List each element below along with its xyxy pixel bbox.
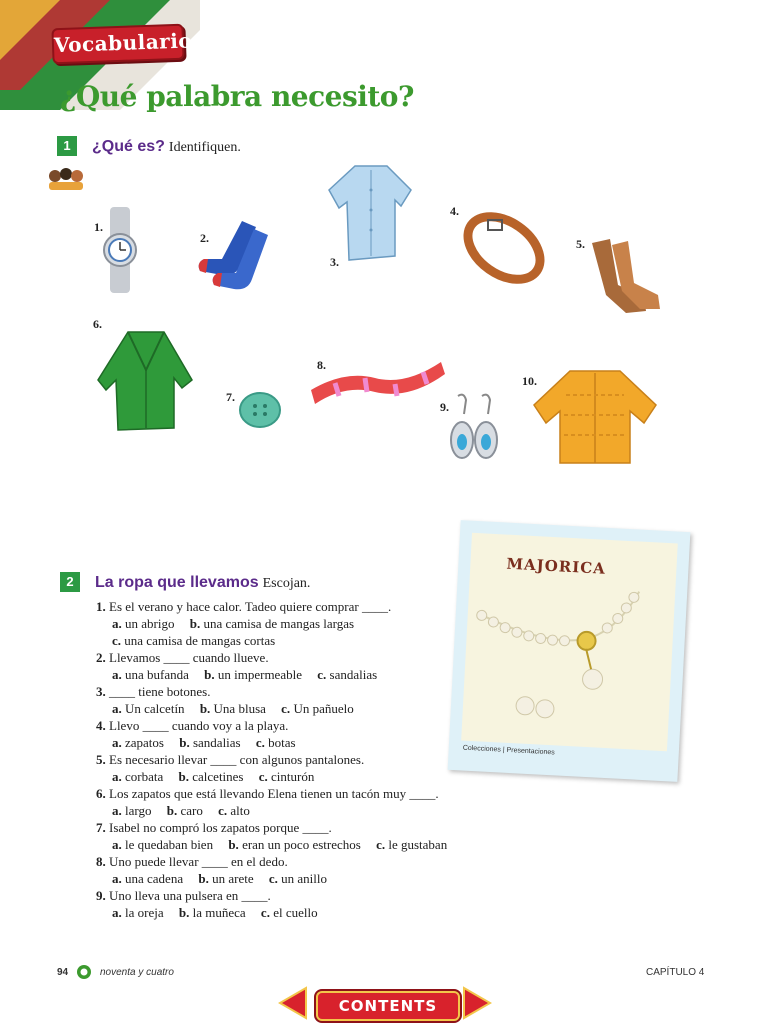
- item-4-label: 4.: [450, 204, 459, 218]
- jacket-image: [94, 326, 198, 434]
- question-options: a. le quedaban bien b. eran un poco estrechos c. le gustaban: [112, 837, 448, 852]
- activity-1-title: ¿Qué es?: [92, 138, 165, 155]
- ad-caption: Colecciones | Presentaciones: [462, 744, 555, 757]
- belt-image: [458, 202, 550, 294]
- page-number: 94: [57, 967, 69, 978]
- item-5-label: 5.: [576, 237, 585, 251]
- question-options: a. una cadena b. un arete c. un anillo: [112, 871, 327, 886]
- scarf-image: [305, 350, 449, 414]
- question-6: 6. Los zapatos que está llevando Elena tienen un tacón muy ____. a. largo b. caro c. alto: [96, 785, 496, 819]
- section-tab: [51, 24, 193, 65]
- item-1-label: 1.: [94, 220, 103, 234]
- question-text: ____ tiene botones.: [109, 684, 211, 699]
- item-6-label: 6.: [93, 317, 102, 331]
- question-9: 9. Uno lleva una pulsera en ____. a. la oreja b. la muñeca c. el cuello: [96, 887, 496, 921]
- question-text: Uno puede llevar ____ en el dedo.: [109, 854, 288, 869]
- question-2: 2. Llevamos ____ cuando llueve. a. una bufanda b. un impermeable c. sandalias: [96, 649, 496, 683]
- question-7: 7. Isabel no compró los zapatos porque ____. a. le quedaban bien b. eran un poco estrechos c. le gustaban: [96, 819, 496, 853]
- question-options: a. zapatos b. sandalias c. botas: [112, 735, 296, 750]
- boots-image: [586, 235, 670, 319]
- page-words: noventa y cuatro: [100, 967, 174, 978]
- question-text: Es el verano y hace calor. Tadeo quiere comprar ____.: [109, 599, 392, 614]
- activity-1-instruction: Identifiquen.: [168, 140, 241, 155]
- ad-brand: MAJORICA: [506, 554, 607, 578]
- wristwatch-image: [100, 205, 140, 295]
- question-options: a. un abrigo b. una camisa de mangas largas: [112, 616, 355, 631]
- activity-2-instruction: Escojan.: [262, 576, 311, 591]
- question-text: Llevo ____ cuando voy a la playa.: [109, 718, 289, 733]
- activity-1-heading: [92, 138, 241, 156]
- question-8: 8. Uno puede llevar ____ en el dedo. a. una cadena b. un arete c. un anillo: [96, 853, 496, 887]
- chapter-sun-icon: [76, 964, 92, 980]
- earrings-image: [440, 390, 504, 470]
- question-list: [96, 598, 496, 921]
- question-3: 3. ____ tiene botones. a. Un calcetín b. Una blusa c. Un pañuelo: [96, 683, 496, 717]
- contents-button-label: CONTENTS: [338, 997, 438, 1015]
- question-options: a. la oreja b. la muñeca c. el cuello: [112, 905, 318, 920]
- question-1: 1. Es el verano y hace calor. Tadeo quiere comprar ____. a. un abrigo b. una camisa de mangas largas c. una camisa de mangas cortas: [96, 598, 496, 649]
- activity-1-number: 1: [57, 136, 77, 156]
- question-text: Los zapatos que está llevando Elena tienen un tacón muy ____.: [109, 786, 439, 801]
- question-text: Llevamos ____ cuando llueve.: [109, 650, 269, 665]
- question-options: a. corbata b. calcetines c. cinturón: [112, 769, 315, 784]
- activity-2-number: 2: [60, 572, 80, 592]
- item-8-label: 8.: [317, 358, 326, 372]
- item-2-label: 2.: [200, 231, 209, 245]
- question-text: Uno lleva una pulsera en ____.: [109, 888, 271, 903]
- question-options: a. Un calcetín b. Una blusa c. Un pañuelo: [112, 701, 354, 716]
- item-10-label: 10.: [522, 374, 537, 388]
- activity-2-title: La ropa que llevamos: [95, 574, 259, 591]
- item-3-label: 3.: [330, 255, 339, 269]
- question-options: a. largo b. caro c. alto: [112, 803, 250, 818]
- page-title: ¿Qué palabra necesito?: [60, 80, 414, 113]
- item-9-label: 9.: [440, 400, 449, 414]
- question-4: 4. Llevo ____ cuando voy a la playa. a. zapatos b. sandalias c. botas: [96, 717, 496, 751]
- activity-2-heading: [95, 574, 310, 592]
- question-5: 5. Es necesario llevar ____ con algunos pantalones. a. corbata b. calcetines c. cinturón: [96, 751, 496, 785]
- shirt-image: [325, 160, 417, 270]
- question-options: c. una camisa de mangas cortas: [112, 633, 276, 648]
- section-tab-label: Vocabulario: [53, 28, 193, 58]
- socks-image: [192, 215, 276, 299]
- next-page-arrow-icon[interactable]: [462, 986, 492, 1020]
- previous-page-arrow-icon[interactable]: [278, 986, 308, 1020]
- button-image: [236, 388, 284, 432]
- question-text: Es necesario llevar ____ con algunos pantalones.: [109, 752, 365, 767]
- question-options: a. una bufanda b. un impermeable c. sandalias: [112, 667, 378, 682]
- contents-button[interactable]: [316, 991, 460, 1021]
- chapter-label: CAPÍTULO 4: [646, 967, 705, 978]
- sweater-image: [530, 365, 660, 469]
- question-text: Isabel no compró los zapatos porque ____.: [109, 820, 332, 835]
- pair-work-icon: [46, 162, 86, 192]
- item-7-label: 7.: [226, 390, 235, 404]
